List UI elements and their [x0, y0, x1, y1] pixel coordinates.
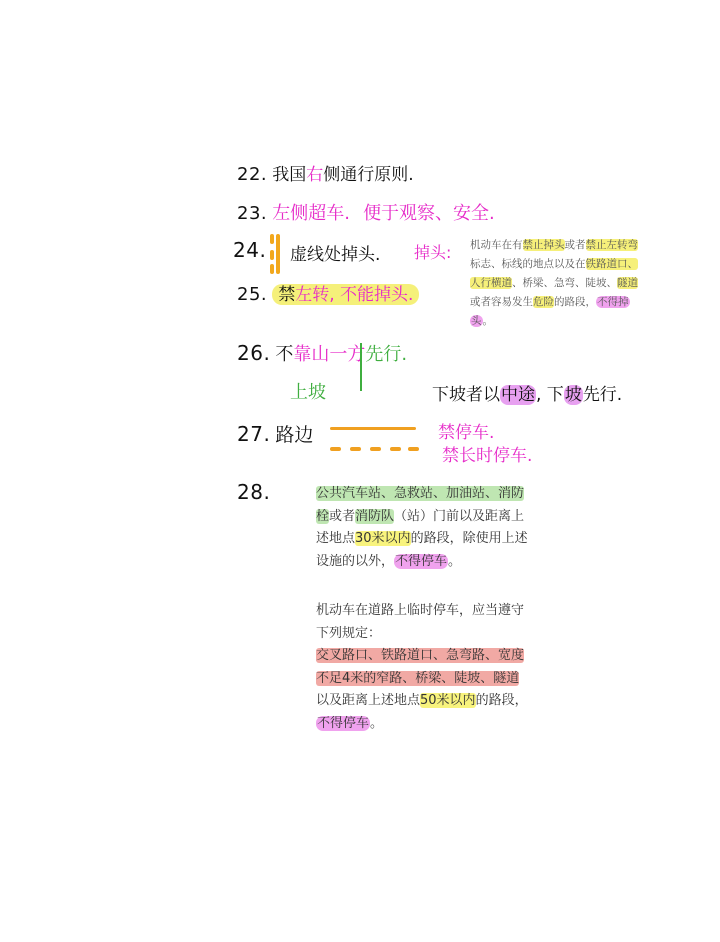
dashed-curb-line	[408, 447, 419, 451]
dashed-curb-line	[370, 447, 381, 451]
parking-rule-2: 机动车在道路上临时停车，应当遵守 下列规定： 交叉路口、铁路道口、急弯路、宽度 不足4米的窄路、桥梁、陡坡、隧道 以及距离上述地点50米以内的路段， 不得停车。	[316, 603, 528, 731]
uphill-brace	[356, 343, 362, 391]
turn-rule-tag: 掉头:	[414, 243, 452, 262]
dashed-curb-line	[330, 447, 341, 451]
downhill-rule: 下坡者以中途, 下坡先行.	[432, 385, 623, 405]
solid-curb-line	[330, 427, 416, 430]
solid-marker	[276, 234, 280, 274]
note-number: 25.	[237, 284, 268, 305]
note-27: 27. 路边	[237, 422, 314, 446]
note-25-highlight: 禁左转, 不能掉头.	[272, 284, 419, 305]
note-reason: 便于观察、安全.	[363, 203, 495, 224]
dashed-marker	[270, 234, 274, 244]
note-23	[237, 199, 495, 225]
note-text: 左侧超车.	[272, 203, 350, 224]
dashed-line-note: 禁长时停车.	[442, 446, 533, 466]
parking-rule-1: 公共汽车站、急救站、加油站、消防 栓或者消防队（站）门前以及距离上 述地点30米以内的路段，除使用上述 设施的以外，不得停车。	[316, 486, 528, 569]
dashed-curb-line	[350, 447, 361, 451]
note-number: 26.	[237, 341, 271, 365]
note-text: 我国右侧通行原则.	[272, 165, 414, 185]
dashed-marker	[270, 264, 274, 274]
note-24-number: 24.	[233, 238, 267, 262]
note-number: 23.	[237, 203, 268, 224]
note-22	[237, 160, 414, 185]
note-24-text: 虚线处掉头.	[290, 245, 381, 265]
solid-line-note: 禁停车.	[438, 423, 495, 443]
note-26: 26. 不靠山一方先行.	[237, 341, 408, 365]
dashed-curb-line	[390, 447, 401, 451]
note-25	[237, 280, 419, 305]
note-number: 27.	[237, 422, 271, 446]
turn-rule-text: 机动车在有禁止掉头或者禁止左转弯 标志、标线的地点以及在铁路道口、 人行横道、桥梁、急弯、陡坡、隧道 或者容易发生危险的路段，不得掉 头。	[470, 239, 638, 327]
dashed-marker	[270, 250, 274, 260]
uphill-label: 上坡	[290, 382, 326, 403]
note-number: 22.	[237, 164, 268, 185]
note-28-number: 28.	[237, 480, 271, 504]
